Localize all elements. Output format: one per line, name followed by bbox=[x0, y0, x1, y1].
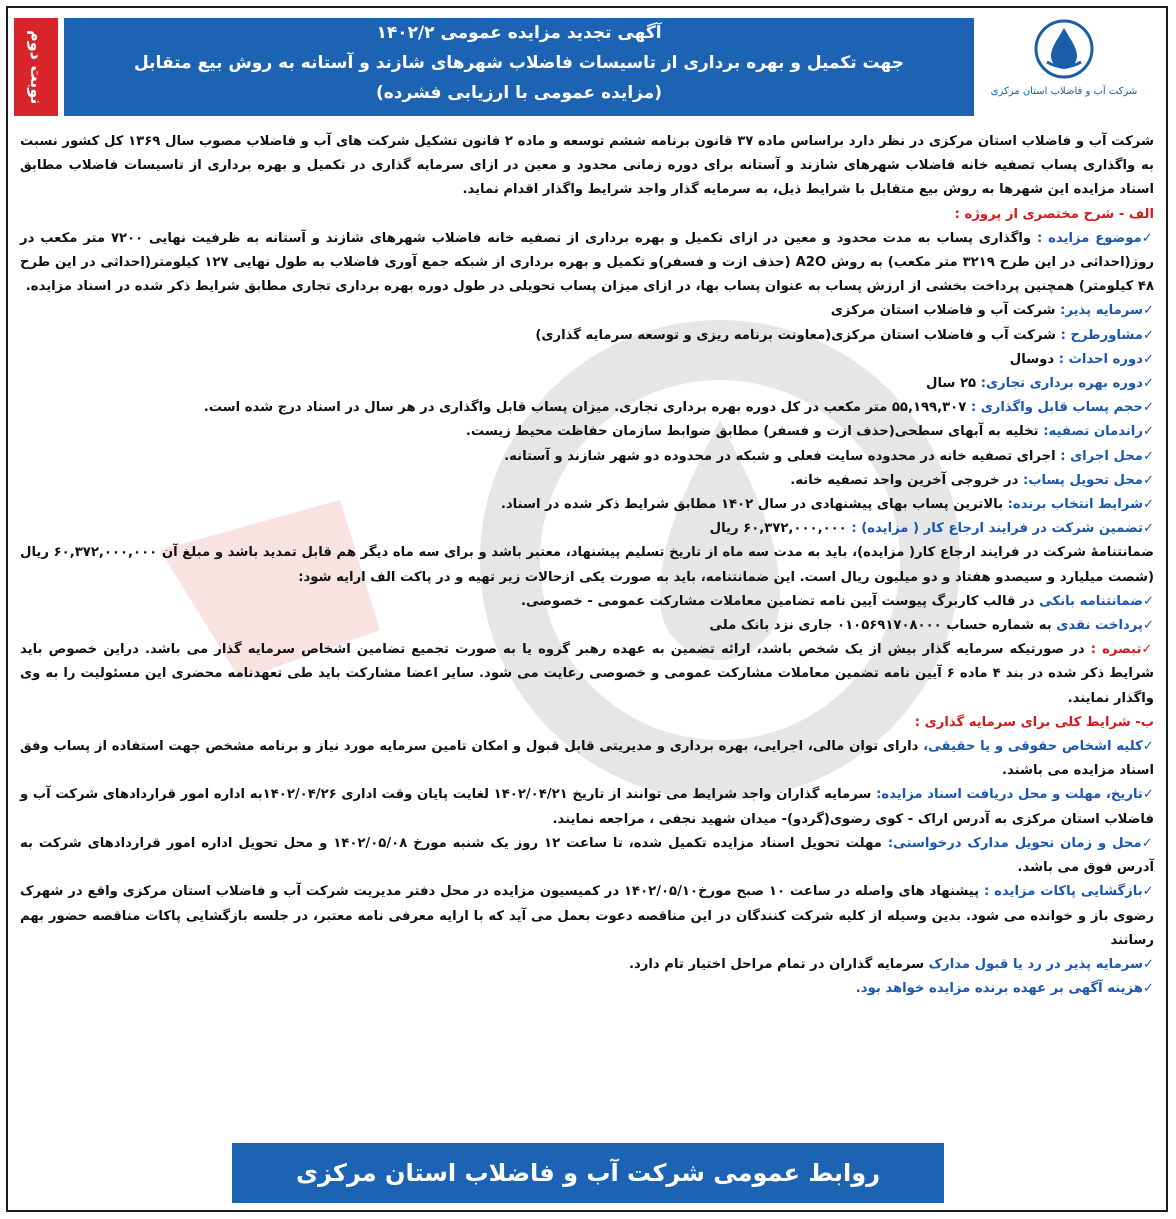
round-badge: نوبت دوم bbox=[14, 18, 58, 116]
list-item: ✓حجم پساب قابل واگذاری : ۵۵,۱۹۹,۳۰۷ متر مکعب در کل دوره بهره برداری تجاری. میزان پساب قابل واگذاری در هر سال در اسناد درج شده است. bbox=[203, 400, 1154, 416]
title-band bbox=[64, 18, 974, 116]
check-icon: ✓ bbox=[1142, 448, 1154, 464]
list-item: ✓محل تحویل پساب: در خروجی آخرین واحد تصفیه خانه. bbox=[790, 472, 1154, 488]
list-item: ✓هزینه آگهی بر عهده برنده مزایده خواهد بود. bbox=[855, 981, 1154, 997]
section-b-heading: ب- شرایط کلی برای سرمایه گذاری : bbox=[914, 714, 1154, 730]
check-icon: ✓ bbox=[1142, 376, 1154, 392]
list-item: ✓کلیه اشخاص حقوقی و یا حقیقی، دارای توان مالی، اجرایی، بهره برداری و مدیریتی قابل قبول و امکان تامین سرمایه مورد نیاز و برنامه مشخص جهت استفاده از پساب وفق اسناد مزایده می باشند. bbox=[20, 739, 1154, 779]
check-icon: ✓ bbox=[1142, 956, 1154, 972]
check-icon: ✓ bbox=[1142, 327, 1154, 343]
list-item: ✓موضوع مزایده : واگذاری پساب به مدت محدود و معین در ازای تکمیل و بهره برداری از تصفیه خانه فاضلاب شهرهای شازند و آستانه به ظرفیت نهایی ۷۲۰۰ متر مکعب در روز(احداثی در این طرح ۳۲۱۹ متر مکعب) به روش A2O (حذف ازت و فسفر)و تکمیل و بهره برداری از شبکه جمع آوری فاضلاب به طول نهایی ۱۲۷ کیلومتر(احداثی در این طرح ۴۸ کیلومتر) همچنین پرداخت بخشی از ارزش پساب به عنوان پساب بها، در ازای میزان پساب تحویلی در طول دوره بهره برداری تجاری مطابق شرایط ذکر شده در اسناد مزایده. bbox=[20, 230, 1155, 295]
check-icon: ✓ bbox=[1142, 521, 1154, 537]
check-icon: ✓ bbox=[1142, 739, 1154, 755]
check-icon: ✓ bbox=[1141, 230, 1155, 246]
title-line-1: آگهی تجدید مزایده عمومی ۱۴۰۲/۲ bbox=[376, 23, 662, 43]
check-icon: ✓ bbox=[1142, 400, 1154, 416]
check-icon: ✓ bbox=[1141, 642, 1154, 658]
company-logo bbox=[980, 18, 1148, 118]
list-item: ✓محل و زمان تحویل مدارک درخواستی: مهلت تحویل اسناد مزایده تکمیل شده، تا ساعت ۱۲ روز یک شنبه مورخ ۱۴۰۲/۰۵/۰۸ و محل تحویل اداره امور قراردادهای شرکت به آدرس فوق می باشد. bbox=[20, 835, 1155, 876]
check-icon: ✓ bbox=[1141, 835, 1155, 851]
check-icon: ✓ bbox=[1142, 981, 1154, 997]
water-drop-logo-icon bbox=[1033, 18, 1095, 80]
note-paragraph: ✓تبصره : در صورتیکه سرمایه گذار بیش از یک شخص باشد، ارائه تضمین به عهده رهبر گروه یا به صورت تجمیع تضامین اشخاص سرمایه گذار می باشد. دراین خصوص باید شرایط ذکر شده در بند ۴ ماده ۶ آیین نامه تضمین معاملات مشارکت عمومی و خصوصی رعایت می شود. سایر اعضا مشارکت باید طی تعهدنامه محضری این مسئولیت را به وی واگذار نمایند. bbox=[20, 642, 1155, 706]
check-icon: ✓ bbox=[1142, 303, 1154, 319]
list-item: ✓پرداخت نقدی به شماره حساب ۰۱۰۵۶۹۱۷۰۸۰۰۰ جاری نزد بانک ملی bbox=[709, 618, 1154, 634]
check-icon: ✓ bbox=[1142, 472, 1154, 488]
list-item: ✓تضمین شرکت در فرایند ارجاع کار ( مزایده) : ۶۰,۳۷۲,۰۰۰,۰۰۰ ریال bbox=[709, 521, 1154, 537]
title-line-2: جهت تکمیل و بهره برداری از تاسیسات فاضلاب شهرهای شازند و آستانه به روش بیع متقابل bbox=[134, 53, 904, 73]
notice-header bbox=[14, 14, 1162, 120]
check-icon: ✓ bbox=[1142, 618, 1154, 634]
list-item: ✓دوره بهره برداری تجاری: ۲۵ سال bbox=[926, 376, 1154, 392]
check-icon: ✓ bbox=[1142, 593, 1154, 609]
list-item: ✓محل اجرای : اجرای تصفیه خانه در محدوده سایت فعلی و شبکه در محدوده دو شهر شازند و آستانه. bbox=[504, 448, 1154, 464]
list-item: ✓سرمایه پذیر: شرکت آب و فاضلاب استان مرکزی bbox=[830, 303, 1154, 319]
guarantee-note: ضمانتنامهٔ شرکت در فرایند ارجاع کار( مزایده)، باید به مدت سه ماه از تاریخ تسلیم پیشنهاد، معتبر باشد و برای سه ماه دیگر هم قابل تمدید باشد و مبلغ آن ۶۰,۳۷۲,۰۰۰,۰۰۰ ریال (شصت میلیارد و سیصدو هفتاد و دو میلیون ریال است. این ضمانتنامه، باید به صورت یکی ازحالات زیر تهیه و در پاکت الف ارایه شود: bbox=[20, 545, 1155, 585]
list-item: ✓تاریخ، مهلت و محل دریافت اسناد مزایده: سرمایه گذاران واجد شرایط می توانند از تاریخ ۱۴۰۲/۰۴/۲۱ لغایت پایان وقت اداری ۱۴۰۲/۰۴/۲۶به اداره امور قراردادهای شرکت آب و فاضلاب استان مرکزی به آدرس اراک - کوی رضوی(گردو)- میدان شهید نجفی ، مراجعه نمایند. bbox=[20, 787, 1155, 827]
logo-caption: شرکت آب و فاضلاب استان مرکزی bbox=[990, 86, 1138, 97]
section-a-heading: الف - شرح مختصری از پروژه : bbox=[954, 206, 1154, 222]
intro-paragraph: شرکت آب و فاضلاب استان مرکزی در نظر دارد براساس ماده ۳۷ قانون برنامه ششم توسعه و ماده ۲ قانون تشکیل شرکت های آب و فاضلاب مصوب سال ۱۳۶۹ کل کشور نسبت به واگذاری پساب تصفیه خانه فاضلاب شهرهای شازند و آستانه برای دوره زمانی محدود و معین در ازای سرمایه گذاری در تکمیل و بهره برداری از تاسیسات فاضلاب مطابق اسناد مزایده این شهرها به روش بیع متقابل با شرایط ذیل، به سرمایه گذار واجد شرایط واگذار اقدام نماید. bbox=[20, 134, 1154, 198]
list-item: ✓سرمایه پذیر در رد یا قبول مدارک سرمایه گذاران در تمام مراحل اختیار تام دارد. bbox=[629, 956, 1154, 972]
list-item: ✓مشاورطرح : شرکت آب و فاضلاب استان مرکزی(معاونت برنامه ریزی و توسعه سرمایه گذاری) bbox=[535, 327, 1154, 343]
footer-band: روابط عمومی شرکت آب و فاضلاب استان مرکزی bbox=[232, 1143, 944, 1203]
check-icon: ✓ bbox=[1142, 351, 1154, 367]
notice-body bbox=[20, 130, 1154, 1140]
title-line-3: (مزایده عمومی با ارزیابی فشرده) bbox=[375, 83, 663, 103]
list-item: ✓راندمان تصفیه: تخلیه به آبهای سطحی(حذف ازت و فسفر) مطابق ضوابط سازمان حفاظت محیط زیست. bbox=[465, 424, 1154, 440]
list-item: ✓ضمانتنامه بانکی در قالب کاربرگ پیوست آیین نامه تضامین معاملات مشارکت عمومی - خصوصی. bbox=[520, 593, 1154, 609]
list-item: ✓بازگشایی پاکات مزایده : پیشنهاد های واصله در ساعت ۱۰ صبح مورخ۱۴۰۲/۰۵/۱۰ در کمیسیون مزایده در محل دفتر مدیریت شرکت آب و فاضلاب استان مرکزی واقع در شهرک رضوی باز و خوانده می شود. بدین وسیله از کلیه شرکت کنندگان در این مناقصه دعوت بعمل می آید که با ارایه معرفی نامه معتبر، در جلسه بازگشایی پاکات مناقصه حضور بهم رسانند bbox=[20, 884, 1154, 948]
list-item: ✓دوره احداث : دوسال bbox=[1009, 351, 1154, 367]
check-icon: ✓ bbox=[1142, 424, 1154, 440]
list-item: ✓شرایط انتخاب برنده: بالاترین پساب بهای پیشنهادی در سال ۱۴۰۲ مطابق شرایط ذکر شده در اسناد. bbox=[500, 497, 1154, 513]
check-icon: ✓ bbox=[1142, 787, 1155, 803]
check-icon: ✓ bbox=[1142, 884, 1154, 900]
check-icon: ✓ bbox=[1142, 497, 1154, 513]
